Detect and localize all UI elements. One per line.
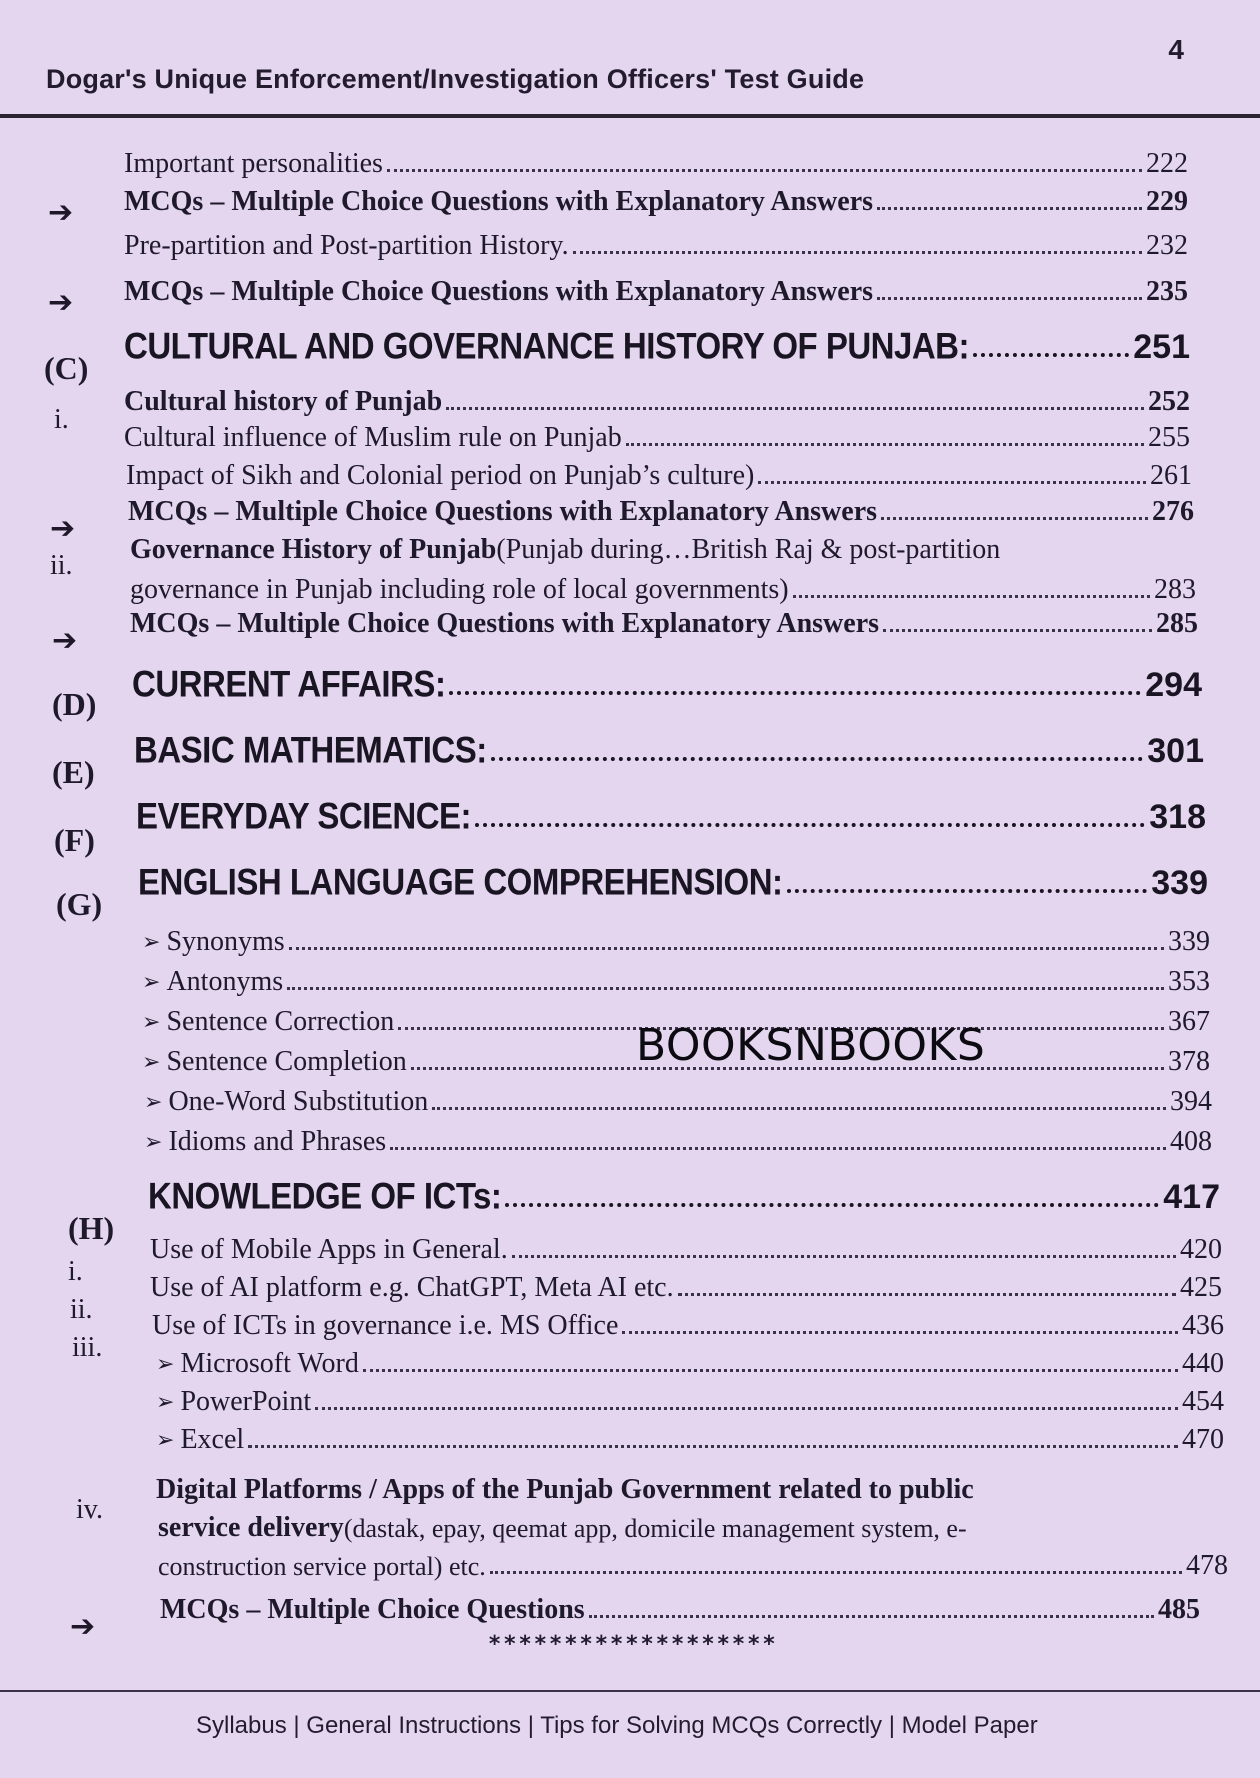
toc-subentry (156, 1388, 1224, 1416)
section-title: EVERYDAY SCIENCE: (136, 794, 472, 837)
dot-leader (622, 1330, 1178, 1334)
section-page: 318 (1149, 798, 1206, 836)
entry-title: Impact of Sikh and Colonial period on Punjab’s culture) (126, 460, 755, 491)
dot-leader (287, 986, 1164, 990)
dot-leader (678, 1292, 1176, 1296)
arrow-right-icon: ➔ (50, 511, 76, 546)
entry-title: Use of ICTs in governance i.e. MS Office (152, 1310, 619, 1341)
item-marker: ii. (50, 550, 73, 581)
entry-title: Sentence Completion (166, 1046, 407, 1077)
dot-leader (787, 888, 1148, 893)
entry-page: 235 (1146, 276, 1188, 307)
page-header (0, 22, 1260, 118)
entry-title: Excel (180, 1424, 245, 1455)
toc-entry (158, 1514, 1228, 1542)
dot-leader (881, 516, 1148, 520)
entry-page: 285 (1156, 608, 1198, 639)
entry-title: (Punjab during…British Raj & post-partition (496, 534, 1001, 565)
dot-leader (432, 1106, 1166, 1110)
toc-entry (152, 1312, 1224, 1340)
toc-entry (124, 232, 1188, 260)
chevron-right-icon: ➢ (156, 1352, 175, 1377)
stars-divider: ******************* (488, 1632, 778, 1657)
entry-page: 485 (1158, 1594, 1200, 1625)
section-heading (124, 324, 1190, 367)
entry-page: 255 (1148, 422, 1190, 453)
section-page: 339 (1151, 864, 1208, 902)
section-marker: (E) (52, 754, 95, 790)
entry-title: construction service portal) etc. (158, 1552, 486, 1581)
chevron-right-icon: ➢ (156, 1390, 175, 1415)
toc-subentry (142, 928, 1210, 956)
section-marker: (F) (54, 822, 95, 858)
entry-page: 420 (1180, 1234, 1222, 1265)
toc-entry (126, 462, 1192, 490)
toc-subentry (144, 1088, 1212, 1116)
section-heading (138, 860, 1208, 903)
dot-leader (390, 1146, 1166, 1150)
toc-entry (124, 150, 1188, 178)
dot-leader (446, 406, 1144, 410)
item-marker: ii. (70, 1294, 93, 1325)
dot-leader (490, 1570, 1182, 1574)
toc-subentry (156, 1350, 1224, 1378)
dot-leader (475, 822, 1145, 827)
book-title: Dogar's Unique Enforcement/Investigation Officers' Test Guide (46, 64, 865, 94)
section-page: 417 (1163, 1178, 1220, 1216)
section-page: 294 (1145, 666, 1202, 704)
toc-entry (124, 278, 1188, 306)
footer-rule (0, 1690, 1260, 1692)
entry-page: 367 (1168, 1006, 1210, 1037)
entry-title: One-Word Substitution (168, 1086, 429, 1117)
entry-title: MCQs – Multiple Choice Questions with Explanatory Answers (124, 276, 874, 307)
dot-leader (248, 1444, 1178, 1448)
entry-title: Digital Platforms / Apps of the Punjab Government related to public (156, 1474, 974, 1505)
toc-entry (158, 1552, 1228, 1580)
chevron-right-icon: ➢ (156, 1428, 175, 1453)
dot-leader (505, 1202, 1159, 1207)
entry-page: 454 (1182, 1386, 1224, 1417)
chevron-right-icon: ➢ (142, 1010, 161, 1035)
section-heading (134, 728, 1204, 771)
toc-entry (150, 1236, 1222, 1264)
toc-subentry (142, 968, 1210, 996)
entry-page: 470 (1182, 1424, 1224, 1455)
section-page: 251 (1133, 328, 1190, 366)
toc-entry (124, 188, 1188, 216)
item-marker: iii. (72, 1332, 103, 1363)
dot-leader (573, 250, 1142, 254)
dot-leader (877, 296, 1142, 300)
dot-leader (363, 1368, 1178, 1372)
entry-page: 378 (1168, 1046, 1210, 1077)
toc-subentry (144, 1128, 1212, 1156)
entry-title: MCQs – Multiple Choice Questions with Explanatory Answers (124, 186, 874, 217)
dot-leader (758, 480, 1146, 484)
dot-leader (877, 206, 1142, 210)
dot-leader (449, 690, 1141, 695)
item-marker: i. (68, 1256, 83, 1287)
toc-entry (124, 424, 1190, 452)
section-marker: (G) (56, 886, 103, 922)
entry-page: 425 (1180, 1272, 1222, 1303)
entry-page: 478 (1186, 1550, 1228, 1581)
chevron-right-icon: ➢ (144, 1130, 163, 1155)
entry-title: Microsoft Word (180, 1348, 359, 1379)
footer-text: Syllabus | General Instructions | Tips for Solving MCQs Correctly | Model Paper (196, 1712, 1038, 1739)
entry-title: MCQs – Multiple Choice Questions with Explanatory Answers (130, 608, 880, 639)
entry-page: 222 (1146, 148, 1188, 179)
entry-title: Antonyms (166, 966, 284, 997)
entry-page: 436 (1182, 1310, 1224, 1341)
arrow-right-icon: ➔ (48, 285, 74, 320)
section-marker: (D) (52, 686, 97, 722)
entry-page: 229 (1146, 186, 1188, 217)
entry-page: 276 (1152, 496, 1194, 527)
entry-page: 261 (1150, 460, 1192, 491)
arrow-right-icon: ➔ (52, 623, 78, 658)
entry-title-bold: service delivery (158, 1512, 344, 1543)
page-number: 4 (1168, 34, 1184, 65)
chevron-right-icon: ➢ (144, 1090, 163, 1115)
section-title: BASIC MATHEMATICS: (134, 728, 487, 771)
item-marker: i. (54, 404, 69, 435)
section-title: CULTURAL AND GOVERNANCE HISTORY OF PUNJAB: (124, 324, 969, 367)
entry-title: Synonyms (166, 926, 285, 957)
dot-leader (626, 442, 1144, 446)
section-title: CURRENT AFFAIRS: (132, 662, 446, 705)
toc-entry (156, 1476, 1226, 1504)
entry-page: 394 (1170, 1086, 1212, 1117)
entry-page: 353 (1168, 966, 1210, 997)
entry-title-bold: Governance History of Punjab (130, 534, 497, 565)
dot-leader (491, 756, 1144, 761)
watermark-text: BOOKSNBOOKS (636, 1020, 986, 1071)
entry-title: Cultural history of Punjab (124, 386, 443, 417)
entry-title: Pre-partition and Post-partition History. (124, 230, 569, 261)
entry-title: MCQs – Multiple Choice Questions with Explanatory Answers (128, 496, 878, 527)
entry-title: PowerPoint (180, 1386, 312, 1417)
dot-leader (589, 1614, 1154, 1618)
toc-entry (130, 576, 1196, 604)
chevron-right-icon: ➢ (142, 1050, 161, 1075)
toc-entry (160, 1596, 1200, 1624)
section-page: 301 (1147, 732, 1204, 770)
dot-leader (973, 352, 1129, 357)
entry-title: governance in Punjab including role of local governments) (130, 574, 789, 605)
dot-leader (387, 168, 1142, 172)
entry-title: Cultural influence of Muslim rule on Punjab (124, 422, 622, 453)
entry-title: Use of AI platform e.g. ChatGPT, Meta AI etc. (150, 1272, 674, 1303)
entry-title: Sentence Correction (166, 1006, 395, 1037)
toc-entry (150, 1274, 1222, 1302)
entry-page: 252 (1148, 386, 1190, 417)
entry-page: 283 (1154, 574, 1196, 605)
section-title: KNOWLEDGE OF ICTs: (148, 1174, 502, 1217)
chevron-right-icon: ➢ (142, 930, 161, 955)
toc-entry (130, 536, 1196, 564)
section-heading (148, 1174, 1220, 1217)
dot-leader (315, 1406, 1178, 1410)
chevron-right-icon: ➢ (142, 970, 161, 995)
entry-title: Idioms and Phrases (168, 1126, 387, 1157)
section-heading (132, 662, 1202, 705)
entry-page: 440 (1182, 1348, 1224, 1379)
entry-page: 408 (1170, 1126, 1212, 1157)
dot-leader (793, 594, 1150, 598)
item-marker: iv. (76, 1494, 103, 1525)
entry-page: 339 (1168, 926, 1210, 957)
toc-subentry (156, 1426, 1224, 1454)
dot-leader (289, 946, 1164, 950)
section-title: ENGLISH LANGUAGE COMPREHENSION: (138, 860, 783, 903)
toc-entry (124, 388, 1190, 416)
toc-entry (128, 498, 1194, 526)
entry-title: MCQs – Multiple Choice Questions (160, 1594, 585, 1625)
entry-title: (dastak, epay, qeemat app, domicile management system, e- (343, 1514, 967, 1543)
entry-page: 232 (1146, 230, 1188, 261)
arrow-right-icon: ➔ (70, 1609, 96, 1644)
arrow-right-icon: ➔ (48, 195, 74, 230)
dot-leader (512, 1254, 1176, 1258)
entry-title: Use of Mobile Apps in General. (150, 1234, 508, 1265)
entry-title: Important personalities (124, 148, 383, 179)
section-heading (136, 794, 1206, 837)
section-marker: (H) (68, 1210, 115, 1246)
toc-entry (130, 610, 1198, 638)
section-marker: (C) (44, 350, 89, 386)
dot-leader (883, 628, 1152, 632)
